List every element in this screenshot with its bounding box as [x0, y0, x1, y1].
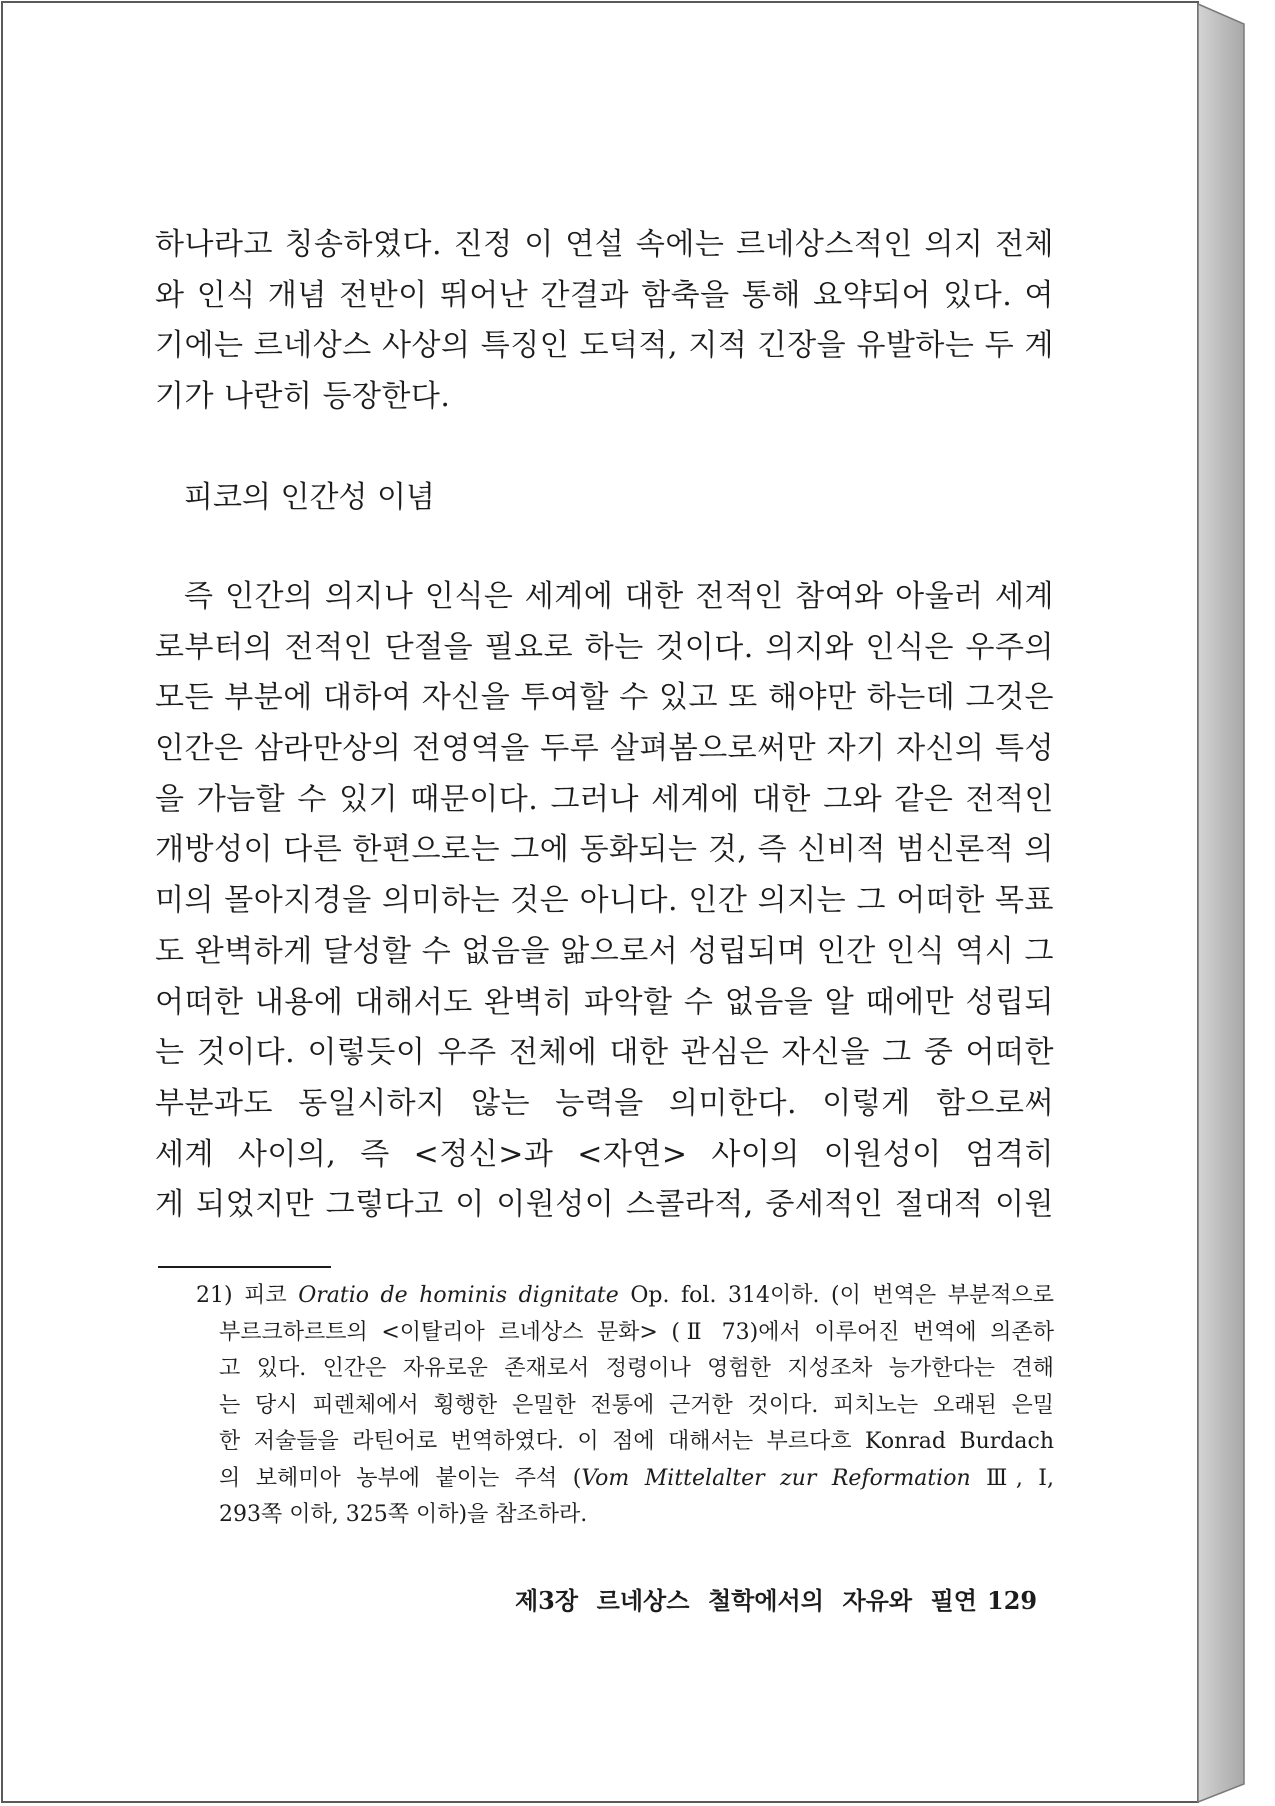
book-edge: [1198, 4, 1244, 1802]
section-heading: 피코의 인간성 이념: [184, 480, 435, 515]
page-number: 129: [987, 1586, 1038, 1615]
text-line: 어떠한 내용에 대해서도 완벽히 파악할 수 없음을 알 때에만 성립되: [155, 984, 1054, 1020]
text-line: 부분과도 동일시하지 않는 능력을 의미한다. 이렇게 함으로써: [155, 1085, 1054, 1121]
text-line: 을 가늠할 수 있기 때문이다. 그러나 세계에 대한 그와 같은 전적인: [155, 781, 1054, 817]
text-line: 도 완벽하게 달성할 수 없음을 앎으로서 성립되며 인간 인식 역시 그: [155, 933, 1054, 969]
text-line: 개방성이 다른 한편으로는 그에 동화되는 것, 즉 신비적 범신론적 의: [155, 832, 1054, 868]
text-line: 기에는 르네상스 사상의 특징인 도덕적, 지적 긴장을 유발하는 두 계: [155, 328, 1054, 364]
text-line: 로부터의 전적인 단절을 필요로 하는 것이다. 의지와 인식은 우주의: [155, 629, 1054, 665]
footnote-text: Op. fol. 314이하. (이 번역은 부분적으로: [618, 1283, 1054, 1308]
footnote-line: 부르크하르트의 <이탈리아 르네상스 문화> (Ⅱ 73)에서 이루어진 번역에 의존하: [219, 1319, 1054, 1345]
text-line: 세계 사이의, 즉 <정신>과 <자연> 사이의 이원성이 엄격히: [155, 1136, 1054, 1172]
footnote-text: 21) 피코: [196, 1283, 299, 1308]
text-line: 와 인식 개념 전반이 뛰어난 간결과 함축을 통해 요약되어 있다. 여: [155, 277, 1054, 313]
footnote: [196, 1278, 1054, 1534]
footnote-work-title: Vom Mittelalter zur Reformation: [581, 1465, 971, 1491]
text-line: 기가 나란히 등장한다.: [155, 379, 451, 415]
text-line: 하나라고 칭송하였다. 진정 이 연설 속에는 르네상스적인 의지 전체: [155, 227, 1054, 262]
footnote-work-title: Oratio de hominis dignitate: [298, 1283, 619, 1308]
footnote-line: 는 당시 피렌체에서 횡행한 은밀한 전통에 근거한 것이다. 피치노는 오래된 은밀: [219, 1392, 1054, 1418]
text-line: 게 되었지만 그렇다고 이 이원성이 스콜라적, 중세적인 절대적 이원: [155, 1187, 1054, 1223]
footnote-line: 293쪽 이하, 325쪽 이하)을 참조하라.: [219, 1502, 588, 1527]
footnote-line: [196, 1461, 1054, 1498]
text-line: 미의 몰아지경을 의미하는 것은 아니다. 인간 의지는 그 어떠한 목표: [155, 883, 1054, 919]
running-footer-title: 제3장 르네상스 철학에서의 자유와 필연: [515, 1586, 977, 1615]
footnote-line: [196, 1278, 1054, 1315]
paragraph: [155, 220, 1054, 423]
footnote-rule: [158, 1266, 331, 1268]
text-line: 는 것이다. 이렇듯이 우주 전체에 대한 관심은 자신을 그 중 어떠한: [155, 1035, 1054, 1071]
footnote-line: 고 있다. 인간은 자유로운 존재로서 정령이나 영험한 지성조차 능가한다는 견해: [219, 1356, 1054, 1381]
footnote-text: Ⅲ, I,: [970, 1465, 1054, 1491]
text-line: 즉 인간의 의지나 인식은 세계에 대한 전적인 참여와 아울러 세계: [184, 579, 1054, 614]
footnote-text: 의 보헤미아 농부에 붙이는 주석 (: [219, 1465, 582, 1491]
text-line: 인간은 삼라만상의 전영역을 두루 살펴봄으로써만 자기 자신의 특성: [155, 731, 1054, 767]
paragraph: [155, 572, 1054, 1231]
footnote-line: 한 저술들을 라틴어로 번역하였다. 이 점에 대해서는 부르다흐 Konrad Burdach: [219, 1429, 1054, 1454]
text-line: 모든 부분에 대하여 자신을 투여할 수 있고 또 해야만 하는데 그것은: [155, 680, 1054, 716]
